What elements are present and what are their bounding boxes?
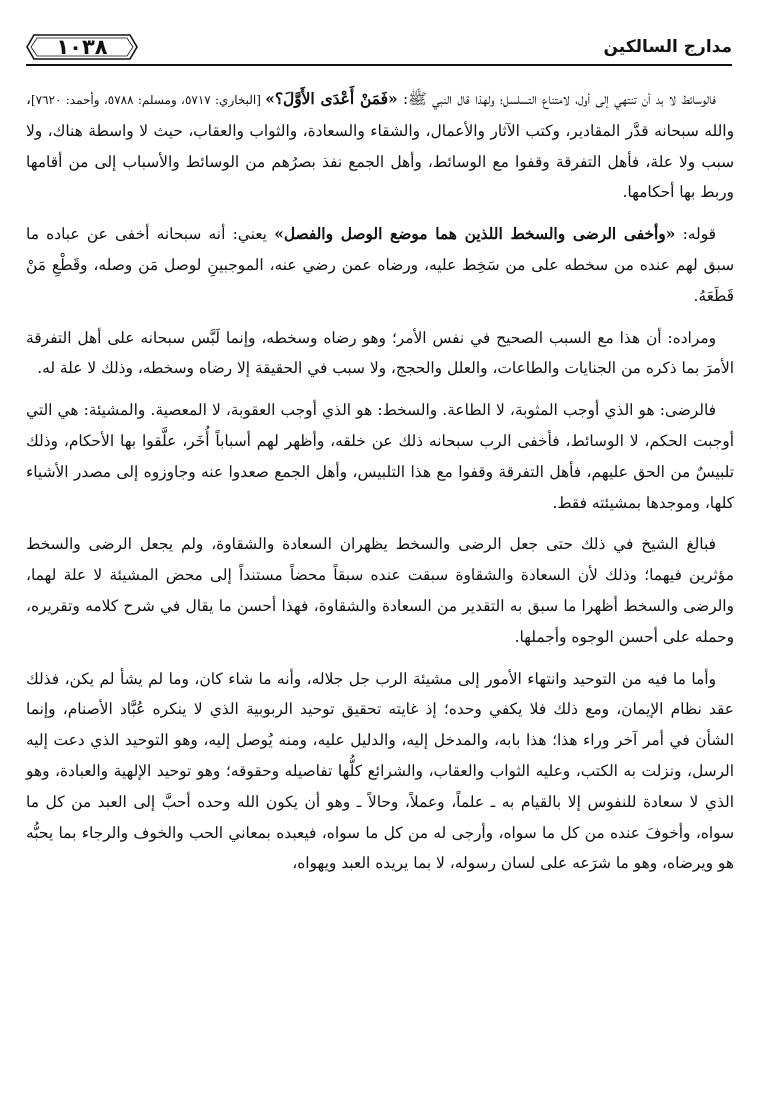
paragraph-text: قوله: [675, 225, 717, 244]
paragraph-text: فالوسائط لا بد أن تنتهي إلى أول، لامتناع التسلسل؛ ولهذا قال النبي ﷺ: [397, 90, 716, 108]
paragraph-3: ومراده: أن هذا مع السبب الصحيح في نفس الأمر؛ وهو رضاه وسخطه، وإنما لَبَّس سبحانه على أهل التفرقة الأمرَ بما ذكره من الجنايات والطاعات، والعلل والحجج، ولا سبب في الحقيقة إلا رضاه وسخطه، وذلك لا علة له. [26, 328, 734, 378]
paragraph-2 [26, 219, 734, 311]
paragraph-6: وأما ما فيه من التوحيد وانتهاء الأمور إلى مشيئة الرب جل جلاله، وأنه ما شاء كان، وما لم يشأ لم يكن، فذلك عقد نظام الإيمان، ومع ذلك فلا يكفي وحده؛ إذ غايته تحقيق توحيد الربوبية الذي لا ينكره عُبَّاد الأصنام، وإنما الشأن في أمر آخر وراء هذا؛ هذا بابه، والمدخل إليه، والدليل عليه، ومنه يُوصل إليه، وهو التوحيد الذي دعت إليه الرسل، ونزلت به الكتب، وعليه الثواب والعقاب، والشرائع كلُّها تفاصيله وحقوقه؛ وهو توحيد الإلهية والعبادة، وهو الذي لا سعادة للنفوس إلا بالقيام به ـ علماً، وعملاً، وحالاً ـ وهو أن يكون الله وحده أحبَّ إلى العبد من كل ما سواه، وأخوفَ عنده من كل ما سواه، وأرجى له من كل ما سواه، فيعبده بمعاني الحب والخوف والرجاء بما يحبُّه هو ويرضاه، وهو ما شرَعه على لسان رسوله، لا بما يريده العبد ويهواه، [26, 669, 734, 873]
quoted-text: «وأخفى الرضى والسخط اللذين هما موضع الوصل والفصل» [274, 225, 676, 244]
page-body [26, 84, 734, 890]
page-number-frame [26, 34, 138, 60]
paragraph-1 [26, 84, 734, 208]
paragraph-text: يعني: أنه سبحانه أخفى عن عباده ما سبق لهم عنده من سخطه على من سَخِط عليه، ورضاه عمن رضي عنه، الموجبينِ لوصل مَن وصله، وقَطْعِ مَنْ قَطَعَهُ. [26, 225, 734, 305]
paragraph-text: ، والله سبحانه قدَّر المقادير، وكتب الآثار والأعمال، والشقاء والسعادة، والثواب والعقاب، حيث لا واسطة هناك، ولا سبب ولا علة، فأهل التفرقة وقفوا مع الوسائط، وأهل الجمع نفذ بصرُهم من الوسائط والأسباب إلى من أقامها وربط بها أحكامها. [26, 90, 734, 202]
page-header [26, 30, 732, 64]
hadith-quote: «فَمَنْ أَعْدَى الأَوَّلَ؟» [265, 90, 398, 108]
paragraph-5: فبالغ الشيخ في ذلك حتى جعل الرضى والسخط يظهران السعادة والشقاوة، ولم يجعل الرضى والسخط مؤثرين فيهما؛ وذلك لأن السعادة والشقاوة سبقت عنده سبقاً محضاً مستنداً إلى محض المشيئة لا علة لهما، والرضى والسخط أظهرا ما سبق به التقدير من السعادة والشقاوة، فهذا أحسن ما يقال في شرح كلامه وتقريره، وحمله على أحسن الوجوه وأجملها. [26, 535, 734, 646]
paragraph-4: فالرضى: هو الذي أوجب المثوبة، لا الطاعة. والسخط: هو الذي أوجب العقوبة، لا المعصية. والمشيئة: هي التي أوجبت الحكم، لا الوسائط، فأخفى الرب سبحانه ذلك عن خلقه، وأظهر لهم أسباباً أُخَر، علَّقوا بها الأحكام، وذلك تلبيسٌ من الحق عليهم، فأهل التفرقة وقفوا مع هذا التلبيس، وأهل الجمع صعدوا عنه وجاوزوه إلى مصدر الأشياء كلها، وموجدها بمشيئته فقط. [26, 401, 734, 512]
book-title: مدارج السالكين [603, 37, 732, 57]
citation: [البخاري: ٥٧١٧، ومسلم: ٥٧٨٨، وأحمد: ٧٦٢٠] [30, 93, 266, 107]
page-number: ١٠٣٨ [56, 35, 108, 59]
header-divider [26, 64, 732, 66]
